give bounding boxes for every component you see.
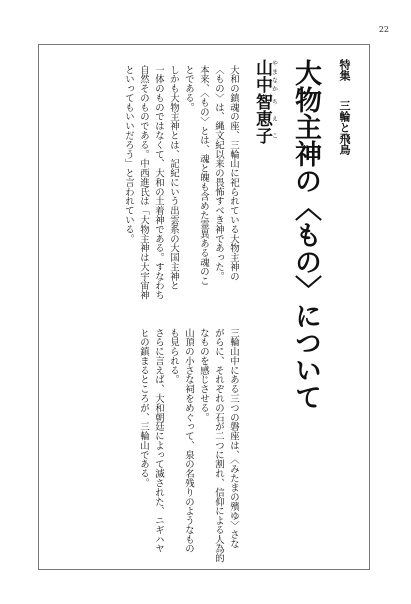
author-char: 子こ — [252, 127, 278, 144]
body-line: なものを感じさせる。 — [198, 328, 209, 422]
body-line: 自然そのものである。中西進氏は「大物主神は大宇宙神 — [138, 65, 149, 300]
series-label: 特集 — [338, 59, 351, 81]
body-line: といってもいいだろう」と言われている。 — [123, 65, 134, 244]
body-line: 三輪山中にある三つの磐座は、〈みたまの殯ゆ〉さな — [228, 328, 239, 549]
author-name — [247, 59, 277, 209]
author-char: 恵え — [252, 110, 278, 127]
body-line: 一体のものではなくて、大和の土着神である。すなわち — [153, 65, 164, 300]
body-section-1 — [45, 65, 241, 300]
author-char: 中なか — [252, 76, 278, 93]
series-name: 三輪と飛鳥 — [338, 100, 351, 155]
article-frame — [38, 44, 370, 570]
series-tag — [333, 59, 355, 199]
body-line: とである。 — [183, 65, 194, 112]
body-line: 〈もの〉は、縄文紀以来の畏怖すべき神であった。 — [213, 65, 224, 281]
author-char: 山やま — [252, 59, 278, 76]
body-line: 大和の鎮魂の座、三輪山に祀られている大物主神の — [228, 65, 239, 281]
body-line: がらに、それぞれの石が二つに割れ、信仰による人為的 — [213, 328, 224, 563]
author-char: 智ち — [252, 93, 278, 110]
body-line: しかも大物主神とは、記紀にいう出雲系の大国主神と — [168, 65, 179, 291]
body-line: も見られる。 — [168, 328, 179, 385]
article-title: 大物主神の〈もの〉について — [290, 59, 321, 410]
body-line: さらに言えば、大和朝廷によって滅された、ニギハヤ — [153, 328, 164, 554]
body-line: 山頂の小さな祠をめぐって、泉の名残りのようなもの — [183, 328, 194, 554]
body-section-2 — [85, 328, 241, 563]
body-line: ヒの鎮まるところが、三輪山である。 — [138, 328, 149, 488]
page-number: 22 — [378, 25, 389, 34]
body-line: 本来、〈もの〉とは、魂と魄も含めた霊異ある魂のこ — [198, 65, 209, 286]
